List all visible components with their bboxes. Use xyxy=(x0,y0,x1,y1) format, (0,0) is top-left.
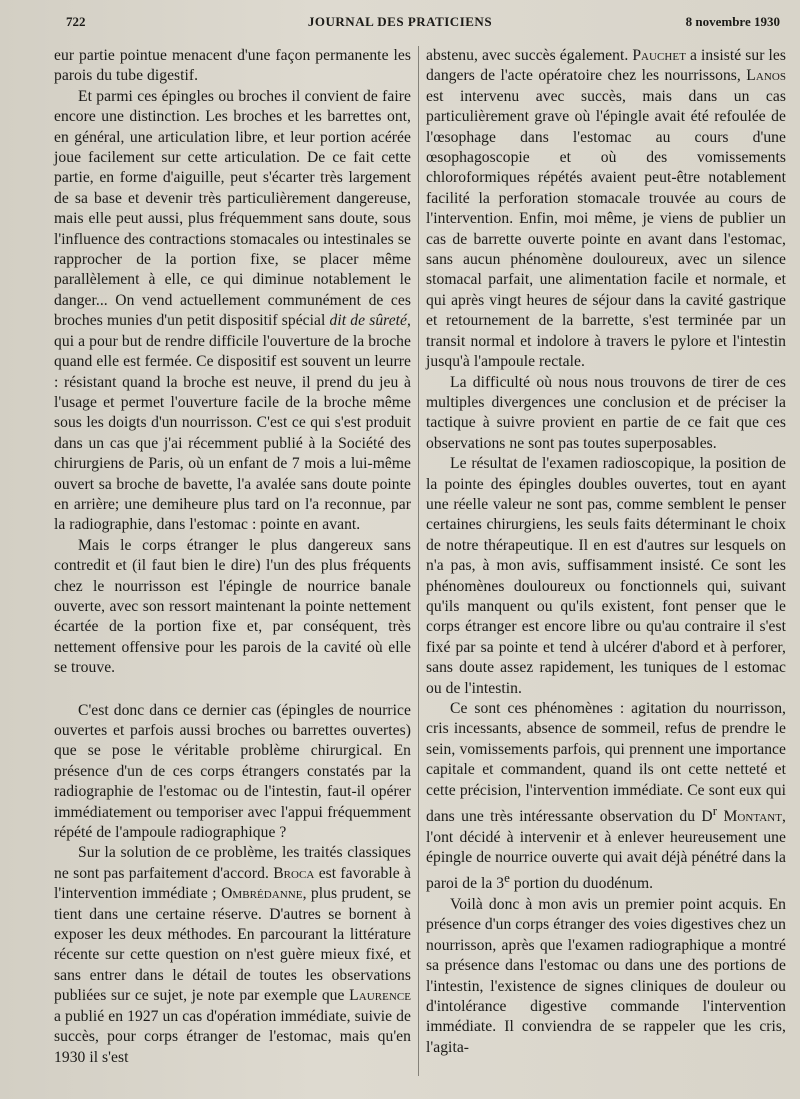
text-run: Et parmi ces épingles ou broches il convient de faire encore une distinction. Les broches et les barrettes ont, en général, une articulation libre, et leur portion acérée joue facilement sur cette articulation. De ce fait cette partie, en forme d'aiguille, peut s'écarter très largement de sa base et devenir très particulièrement dangereuse, mais elle peut aussi, plus fréquemment sans doute, sous l'influence des contractions stomacales ou intestinales se rapprocher de la portion fixe, se placer même parallèlement à elle, ce qui diminue notablement le danger... On vend actuellement communément de ces broches munies d'un petit dispositif spécial xyxy=(54,87,411,330)
paragraph-p8 xyxy=(426,454,786,699)
left-column xyxy=(54,46,411,1068)
text-run: Ce sont ces phénomènes : agitation du nourrisson, cris incessants, absence de sommeil, refus de prendre le sein, vomissements parfois, qui prennent une importance capitale et commandent, quand ils ont cette netteté et cette précision, l'intervention immédiate. Ce sont eux qui dans une très intéressante observation du D xyxy=(426,700,786,826)
text-run: C'est donc dans ce dernier cas (épingles de nourrice ouvertes et parfois aussi broches ou barrettes ouvertes) que se pose le véritable problème chirurgical. En présence d'un de ces corps étrangers constatés par la radiographie de l'estomac ou de l'intestin, faut-il opérer immédiatement ou temporiser avec l'appui fréquemment répété de l'ampoule radiographique ? xyxy=(54,701,411,842)
text-run: Sur la solution de ce problème, les traités classiques ne sont pas parfaitement d'accord. xyxy=(54,844,411,882)
paragraph-p3 xyxy=(54,536,411,679)
journal-title: JOURNAL DES PRATICIENS xyxy=(307,14,493,29)
page-number: 722 xyxy=(66,14,86,29)
text-run: eur partie pointue menacent d'une façon permanente les parois du tube digestif. xyxy=(54,47,411,85)
text-run: abstenu, avec succès également. xyxy=(426,47,633,64)
text-run: a insisté sur les dangers de l'acte opératoire chez les nourrissons, xyxy=(426,47,786,85)
text-run: Voilà donc à mon avis un premier point acquis. En présence d'un corps étranger des voies digestives chez un nourrisson, après que l'examen radiographique a montré sa présence dans l'estomac ou dans une des portions de l'intestin, l'existence de signes cliniques de douleur ou d'intolérance digestive commande l'intervention immédiate. Il conviendra de se rappeler que les cris, l'agita- xyxy=(426,896,786,1056)
text-run: portion du duodénum. xyxy=(509,875,654,893)
text-run: r xyxy=(712,803,718,819)
paragraph-p2 xyxy=(54,87,411,536)
paragraph-p10 xyxy=(426,895,786,1058)
text-run: Le résultat de l'examen radioscopique, la position de la pointe des épingles doubles ouvertes, tout en ayant une réelle valeur ne sont pas, comme semblent le penser certaines chirurgiens, les seuls faits déterminant le choix de notre thérapeutique. Il en est d'autres sur lesquels on n'a pas, à mon avis, suffisamment insisté. Ce sont les phénomènes douloureux ou fonctionnels qui, suivant qu'ils manquent ou qu'ils existent, font penser que le corps étranger est encore libre ou qu'au contraire il s'est fixé par sa pointe et tend à ulcérer d'abord et à perforer, sans doute assez rapidement, les tuniques de l estomac ou de l'intestin. xyxy=(426,455,786,697)
text-run: Broca xyxy=(273,864,315,882)
text-run: est favorable à l'intervention immédiate ; xyxy=(54,864,411,903)
text-run: , plus prudent, se tient dans une certaine réserve. D'autres se bornent à exposer les deux méthodes. En parcourant la littérature récente sur cette question on n'est guère mieux fixé, et sans entrer dans le détail de toutes les observations publiées sur ce sujet, je note par exemple que xyxy=(54,885,412,1005)
text-run: Mais le corps étranger le plus dangereux sans contredit et (il faut bien le dire) l'un des plus fréquents chez le nourrisson est l'épingle de nourrice banale ouverte, avec son ressort maintenant la pointe nettement écartée de la portion fixe et, par conséquent, très nettement offensive pour les parois de la cavité où elle se trouve. xyxy=(54,536,411,677)
column-divider xyxy=(418,46,419,1076)
paragraph-p7 xyxy=(426,373,786,455)
paragraph-p9 xyxy=(426,699,786,895)
text-run: Laurence xyxy=(349,987,411,1005)
running-header xyxy=(0,8,800,36)
text-run: Ombrédanne xyxy=(221,885,303,903)
paragraph-p5 xyxy=(54,843,411,1067)
text-run: La difficulté où nous nous trouvons de tirer de ces multiples divergences une conclusion et de préciser la tactique à suivre provient en partie de ce fait que ces observations ne sont pas toutes superposables. xyxy=(426,373,786,452)
issue-date: 8 novembre 1930 xyxy=(685,14,780,29)
text-run: est intervenu avec succès, mais dans un cas particulièrement grave où l'épingle avait été refoulée de l'œsophage dans l'estomac au cours d'une œsophagoscopie et où des vomissements chloroformiques répétés avaient peut-être notablement facilité la perforation stomacale trouvée au cours de l'intervention. Enfin, moi même, je viens de publier un cas de barrette ouverte pointe en avant dans l'estomac, sans aucun phénomène douloureux, avec un silence stomacal parfait, une alimentation facile et normale, et qui après vingt heures de séjour dans la cavité gastrique et retournement de la barrette, s'est terminée par un transit normal et indolore à travers le pylore et l'intestin jusqu'à l'ampoule rectale. xyxy=(426,87,786,371)
text-run: dit de sûreté xyxy=(329,312,408,330)
text-run: Lanos xyxy=(746,67,786,85)
paragraph-p6 xyxy=(426,46,786,373)
text-run: , qui a pour but de rendre difficile l'ouverture de la broche quand elle est fermée. Ce dispositif est souvent un leurre : résistant quand la broche est neuve, il prend du jeu à l'usage et permet l'ouverture facile de la broche même sous les doigts d'un nourrisson. C'est ce qui s'est produit dans un cas que j'ai récemment publié à la Société des chirurgiens de Paris, où un enfant de 7 mois a lui-même ouvert sa broche de bavette, l'a avalée sans doute pointe en arrière; une demiheure plus tard on l'a reconnue, par la radiographie, dans l'estomac : pointe en avant. xyxy=(54,312,411,534)
text-run: a publié en 1927 un cas d'opération immédiate, suivie de succès, pour corps étranger de l'estomac, mais qu'en 1930 il s'est xyxy=(54,1007,411,1066)
paragraph-p4 xyxy=(54,701,411,844)
paragraph-p1 xyxy=(54,46,411,87)
text-run: , l'ont décidé à intervenir et à enlever heureusement une épingle de nourrice ouverte qui avait déjà pénétré dans la paroi de la 3 xyxy=(426,808,786,893)
text-run: Pauchet xyxy=(632,47,686,64)
text-run: Montant xyxy=(723,808,783,826)
right-column xyxy=(426,46,786,1058)
text-run: e xyxy=(504,870,510,886)
